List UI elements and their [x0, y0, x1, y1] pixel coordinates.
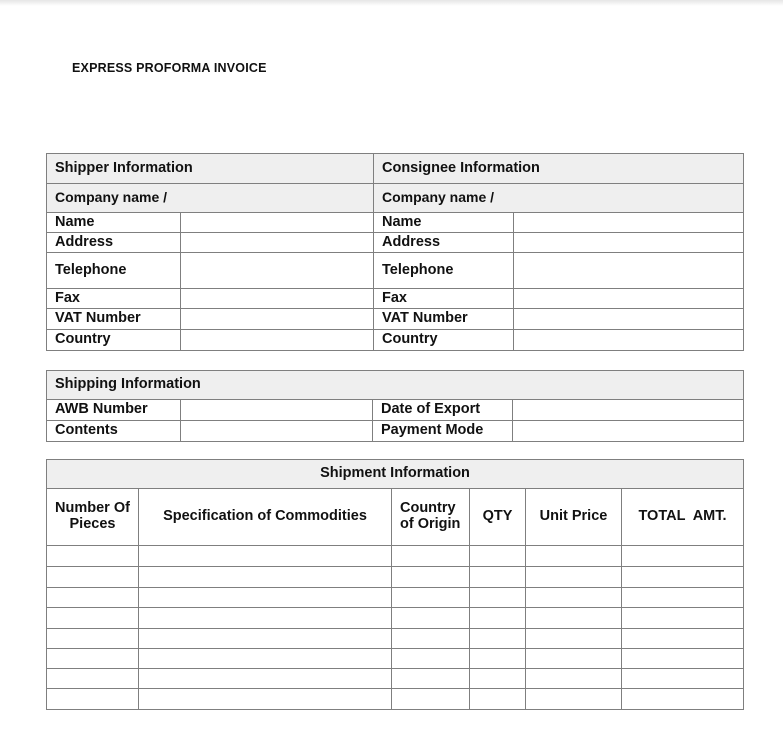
- shipper-vat-label: VAT Number: [47, 309, 181, 330]
- consignee-heading: Consignee Information: [374, 154, 744, 184]
- table-cell[interactable]: [392, 689, 470, 710]
- shipper-vat-field[interactable]: [181, 309, 374, 330]
- shipper-fax-label: Fax: [47, 289, 181, 309]
- table-cell[interactable]: [139, 567, 392, 588]
- table-cell[interactable]: [622, 669, 744, 689]
- consignee-address-label: Address: [374, 233, 514, 253]
- table-cell[interactable]: [139, 689, 392, 710]
- table-cell[interactable]: [470, 629, 526, 649]
- table-cell[interactable]: [139, 669, 392, 689]
- table-cell[interactable]: [470, 588, 526, 608]
- table-cell[interactable]: [139, 649, 392, 669]
- table-row: [47, 649, 744, 669]
- consignee-telephone-field[interactable]: [514, 253, 744, 289]
- shipper-telephone-field[interactable]: [181, 253, 374, 289]
- consignee-company-label: Company name /: [374, 184, 744, 213]
- date-of-export-field[interactable]: [513, 400, 744, 421]
- shipper-fax-field[interactable]: [181, 289, 374, 309]
- payment-mode-field[interactable]: [513, 421, 744, 442]
- viewer-top-shadow: [0, 0, 783, 6]
- table-cell[interactable]: [470, 608, 526, 629]
- shipper-address-field[interactable]: [181, 233, 374, 253]
- consignee-telephone-label: Telephone: [374, 253, 514, 289]
- awb-field[interactable]: [181, 400, 373, 421]
- table-cell[interactable]: [47, 629, 139, 649]
- table-cell[interactable]: [526, 546, 622, 567]
- table-cell[interactable]: [392, 629, 470, 649]
- consignee-vat-field[interactable]: [514, 309, 744, 330]
- party-information-table: [46, 153, 744, 351]
- table-cell[interactable]: [47, 669, 139, 689]
- table-cell[interactable]: [47, 588, 139, 608]
- table-cell[interactable]: [622, 546, 744, 567]
- column-header-specification: Specification of Commodities: [139, 489, 392, 546]
- consignee-country-label: Country: [374, 330, 514, 351]
- shipping-information-table: [46, 370, 744, 442]
- consignee-fax-label: Fax: [374, 289, 514, 309]
- table-row: [47, 629, 744, 649]
- shipper-company-label: Company name /: [47, 184, 374, 213]
- table-cell[interactable]: [526, 567, 622, 588]
- column-header-qty: QTY: [470, 489, 526, 546]
- consignee-country-field[interactable]: [514, 330, 744, 351]
- table-cell[interactable]: [526, 588, 622, 608]
- shipper-heading: Shipper Information: [47, 154, 374, 184]
- table-cell[interactable]: [47, 608, 139, 629]
- shipper-telephone-label: Telephone: [47, 253, 181, 289]
- shipper-name-field[interactable]: [181, 213, 374, 233]
- table-cell[interactable]: [622, 629, 744, 649]
- table-cell[interactable]: [526, 669, 622, 689]
- table-cell[interactable]: [526, 649, 622, 669]
- shipper-address-label: Address: [47, 233, 181, 253]
- table-cell[interactable]: [47, 689, 139, 710]
- consignee-name-field[interactable]: [514, 213, 744, 233]
- contents-field[interactable]: [181, 421, 373, 442]
- table-cell[interactable]: [47, 567, 139, 588]
- table-row: [47, 567, 744, 588]
- shipper-country-label: Country: [47, 330, 181, 351]
- table-cell[interactable]: [622, 608, 744, 629]
- table-cell[interactable]: [392, 567, 470, 588]
- table-cell[interactable]: [139, 546, 392, 567]
- table-cell[interactable]: [47, 649, 139, 669]
- awb-label: AWB Number: [47, 400, 181, 421]
- table-cell[interactable]: [139, 608, 392, 629]
- table-cell[interactable]: [470, 669, 526, 689]
- column-header-pieces: Number Of Pieces: [47, 489, 139, 546]
- table-row: [47, 546, 744, 567]
- table-row: [47, 689, 744, 710]
- column-header-country-of-origin: Country of Origin: [392, 489, 470, 546]
- table-row: [47, 669, 744, 689]
- document-title: EXPRESS PROFORMA INVOICE: [72, 61, 267, 75]
- shipment-heading: Shipment Information: [47, 460, 744, 489]
- column-header-total-amount: TOTAL AMT.: [622, 489, 744, 546]
- contents-label: Contents: [47, 421, 181, 442]
- table-cell[interactable]: [392, 588, 470, 608]
- shipper-name-label: Name: [47, 213, 181, 233]
- table-cell[interactable]: [139, 629, 392, 649]
- date-of-export-label: Date of Export: [373, 400, 513, 421]
- table-cell[interactable]: [526, 629, 622, 649]
- consignee-name-label: Name: [374, 213, 514, 233]
- consignee-fax-field[interactable]: [514, 289, 744, 309]
- table-cell[interactable]: [470, 546, 526, 567]
- consignee-vat-label: VAT Number: [374, 309, 514, 330]
- table-cell[interactable]: [139, 588, 392, 608]
- table-cell[interactable]: [392, 546, 470, 567]
- consignee-address-field[interactable]: [514, 233, 744, 253]
- table-cell[interactable]: [470, 649, 526, 669]
- shipment-rows: [47, 546, 744, 710]
- table-cell[interactable]: [622, 649, 744, 669]
- column-header-unit-price: Unit Price: [526, 489, 622, 546]
- table-row: [47, 588, 744, 608]
- table-cell[interactable]: [526, 689, 622, 710]
- payment-mode-label: Payment Mode: [373, 421, 513, 442]
- table-cell[interactable]: [392, 669, 470, 689]
- table-cell[interactable]: [622, 689, 744, 710]
- shipper-country-field[interactable]: [181, 330, 374, 351]
- table-cell[interactable]: [470, 689, 526, 710]
- table-cell[interactable]: [392, 608, 470, 629]
- table-cell[interactable]: [622, 567, 744, 588]
- table-row: [47, 608, 744, 629]
- shipment-information-table: [46, 459, 744, 710]
- table-cell[interactable]: [526, 608, 622, 629]
- table-cell[interactable]: [47, 546, 139, 567]
- table-cell[interactable]: [392, 649, 470, 669]
- table-cell[interactable]: [622, 588, 744, 608]
- shipping-heading: Shipping Information: [47, 371, 744, 400]
- table-cell[interactable]: [470, 567, 526, 588]
